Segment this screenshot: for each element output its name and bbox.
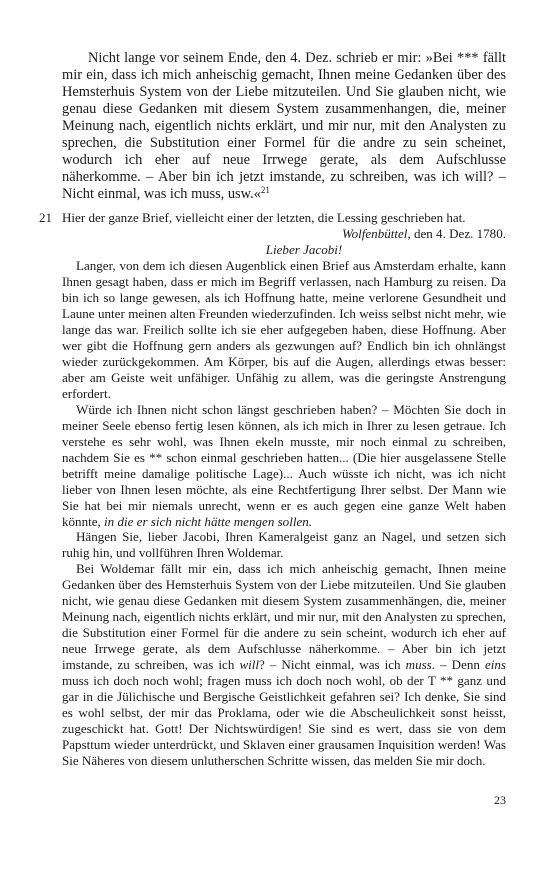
letter-paragraph-2-text: Würde ich Ihnen nicht schon längst geschrieben haben? – Möchten Sie doch in meiner Seele ebenso fertig lesen können, als ich mich in Ihrer zu lesen getraue. Ich verstehe es sehr wohl, was Ihnen ekeln musste, mir noch einmal zu schreiben, nachdem Sie es ** schon einmal geschrieben hatten... (Die hier ausgelassene Stelle betrifft meine damalige politische Lage)... Auch wüsste ich nicht, was ich nicht lieber von Ihnen lesen möchte, als eine Rechtfertigung Ihrer selbst. Der Mann wie Sie hat bei mir niemals unrecht, wenn er es auch gegen eine ganze Welt haben könnte, (62, 401, 506, 529)
page-content (38, 50, 506, 769)
page-number: 23 (494, 793, 506, 807)
footnote-number: 21 (38, 210, 52, 226)
letter-paragraph-4-text-d: muss ich doch noch wohl; fragen muss ich doch noch wohl, ob der T ** ganz und gar in die Jülichische und Bergische Geistlichkeit gefahren sei? Ich denke, Sie sind es wohl selbst, der mir das Proklama, oder wie die Abscheulichkeit sonst heisst, zugeschickt hat. Gott! Der Nichtswürdigen! Sie sind es wert, dass sie von dem Papsttum wieder unterdrückt, und Sklaven einer grausamen Inquisition werden! Was Sie Näheres von diesem unlutherschen Schritte wissen, das melden Sie mir doch. (62, 673, 506, 768)
body-paragraph (62, 50, 506, 203)
letter-paragraph-4-emph-eins: eins (484, 657, 506, 673)
letter-paragraph-4-emph-muss: muss (405, 657, 432, 673)
letter-date: , den 4. Dez. 1780. (407, 226, 506, 242)
letter-paragraph-1: Langer, von dem ich diesen Augenblick einen Brief aus Amsterdam erhalte, kann Ihnen gesagt haben, dass er mich im Begriff verlassen, nach Hamburg zu reisen. Da bin ich so lange gewesen, als ich Hoffnung hatte, meine verlorene Gesundheit und Laune unter meinen alten Freunden wiederzufinden. Ich weiss selbst nicht mehr, wie lange das war. Freilich sollte ich sie eher aufgegeben haben, diese Hoffnung. Aber wer gibt die Hoffnung gern anders als gezwungen auf? Endlich bin ich ohnlängst wieder zurückgekommen. Am Körper, bis auf die Augen, allerdings etwas besser: aber am Geiste weit unfähiger. Unfähig zu allem, was die geringste Anstrengung erfordert. (62, 258, 506, 401)
letter-paragraph-4 (62, 561, 506, 768)
letter-paragraph-4-text-c: . – Denn (431, 657, 485, 673)
letter-paragraph-2-italic: in die er sich nicht hätte mengen sollen. (104, 513, 313, 529)
footnote-intro: Hier der ganze Brief, vielleicht einer der letzten, die Lessing geschrieben hat. (62, 210, 466, 226)
footnote-reference[interactable]: 21 (260, 185, 270, 196)
letter-paragraph-4-text-a: Bei Woldemar fällt mir ein, dass ich mich anheischig gemacht, Ihnen meine Gedanken über des Hemsterhuis System von der Liebe mitzuteilen. Und Sie glauben nicht, wie genau diese Gedanken mit diesem System zusammenhängen, die, meiner Meinung nach, eigentlich nichts erklärt, und mir nur, mit den Analysten zu sprechen, die Substitution einer Formel für die andere zu sein scheint, wodurch ich eher auf neue Irrwege gerate, als dem Aufschlusse näherkomme. – Aber bin ich jetzt imstande, zu schreiben, was ich (62, 561, 506, 673)
body-text: Nicht lange vor seinem Ende, den 4. Dez. schrieb er mir: »Bei *** fällt mir ein, dass ich mich anheischig gemacht, Ihnen meine Gedanken über des Hemsterhuis System von der Liebe mitzuteilen. Und Sie glauben nicht, wie genau diese Gedanken mit diesem System zusammenhangen, die, meiner Meinung nach, eigentlich nichts erklärt, und mir nur, mit den Analysten zu sprechen, die Substitution einer Formel für die andre zu sein scheinet, wodurch ich eher auf neue Irrwege gerate, als dem Aufschlusse näherkomme. – Aber bin ich jetzt imstande, zu schreiben, was ich will? – Nicht einmal, was ich muss, usw.« (62, 50, 506, 203)
footnote-body (62, 210, 506, 768)
letter-paragraph-4-emph-will: will (239, 657, 260, 673)
letter-salutation: Lieber Jacobi! (265, 242, 343, 258)
footnote (38, 210, 506, 768)
letter-paragraph-4-text-b: ? – Nicht einmal, was ich (259, 657, 406, 673)
letter-place: Wolfenbüttel (341, 226, 408, 242)
letter-paragraph-2 (62, 402, 506, 530)
letter-paragraph-3: Hängen Sie, lieber Jacobi, Ihren Kameralgeist ganz an Nagel, und setzen sich ruhig hin, und vollführen Ihren Woldemar. (62, 529, 506, 561)
letter-dateline (62, 226, 506, 242)
